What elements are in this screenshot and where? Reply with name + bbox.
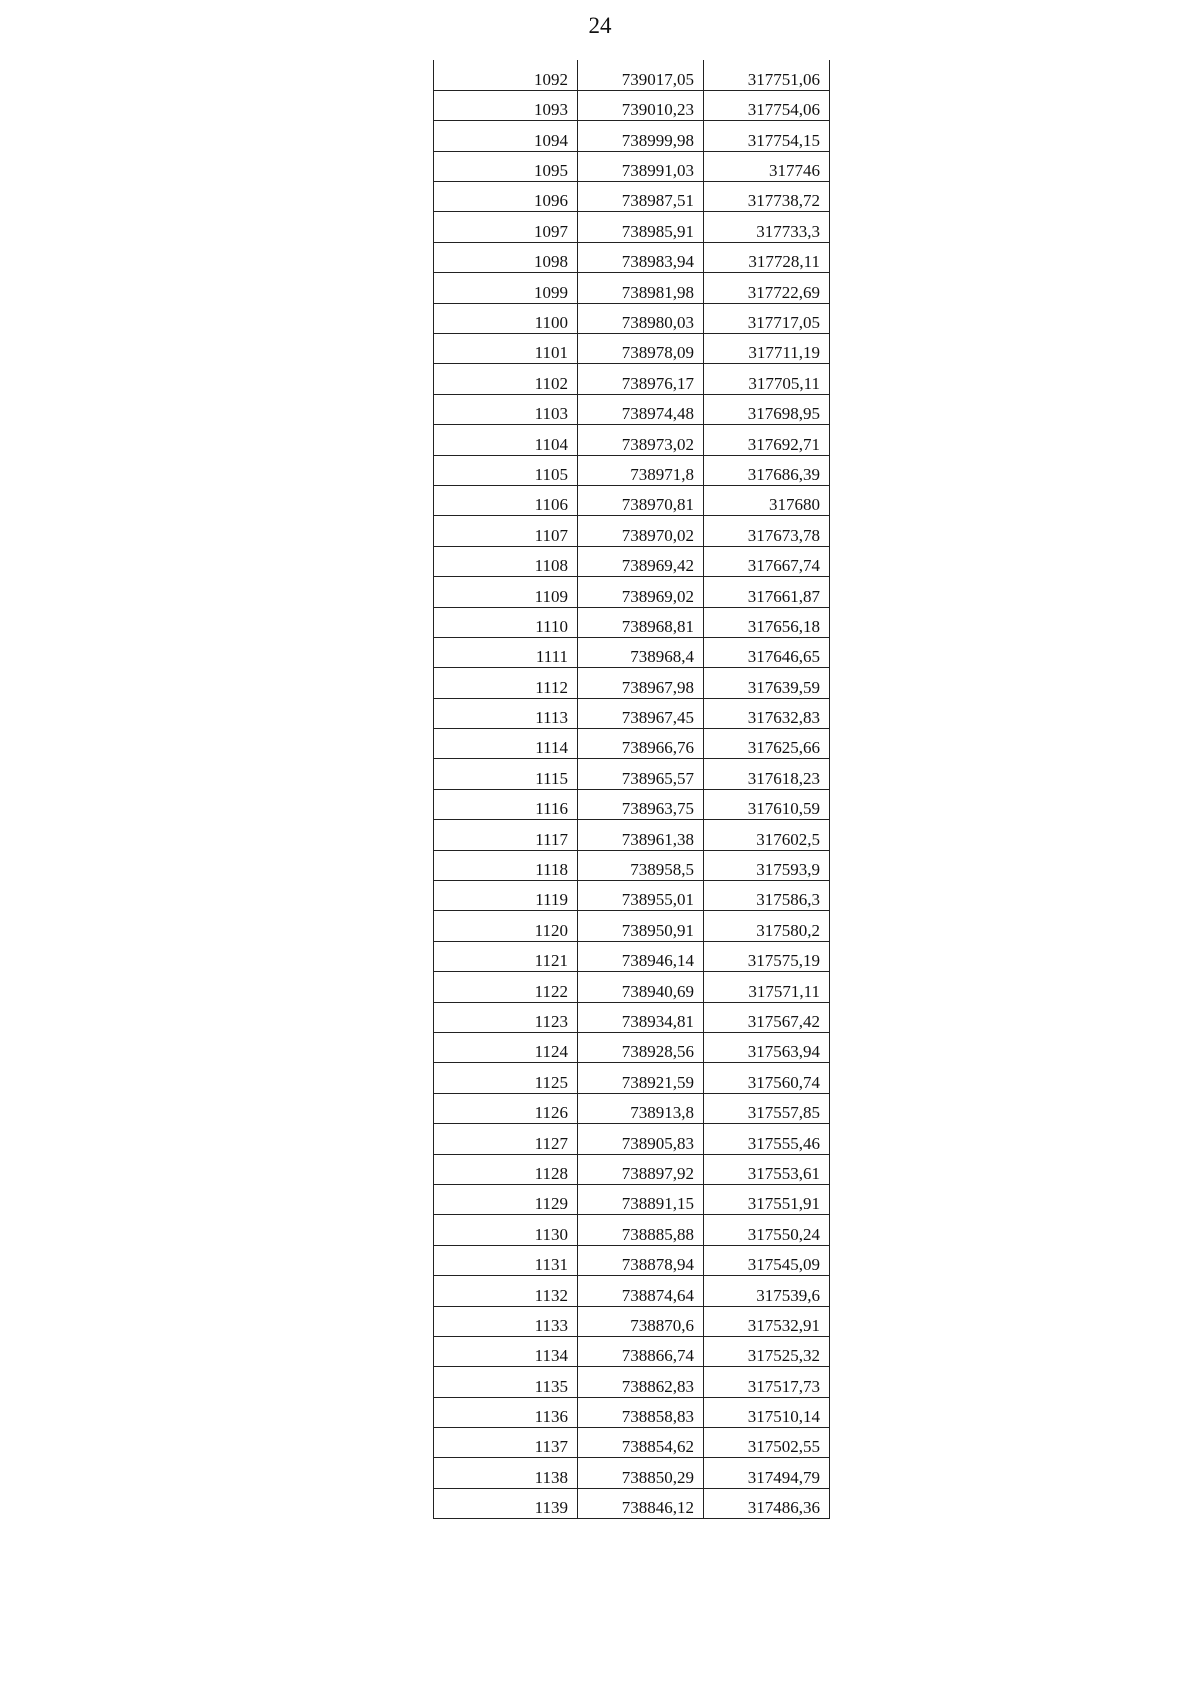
coordinates-table-body — [434, 60, 830, 1519]
point-number-cell: 1104 — [434, 425, 578, 455]
point-number-cell: 1138 — [434, 1458, 578, 1488]
point-number-cell: 1102 — [434, 364, 578, 394]
y-coordinate-cell: 317555,46 — [704, 1124, 830, 1154]
y-coordinate-cell: 317494,79 — [704, 1458, 830, 1488]
point-number-cell: 1107 — [434, 516, 578, 546]
table-row — [434, 1033, 830, 1063]
table-row — [434, 820, 830, 850]
y-coordinate-cell: 317656,18 — [704, 607, 830, 637]
point-number-cell: 1101 — [434, 334, 578, 364]
y-coordinate-cell: 317680 — [704, 485, 830, 515]
table-row — [434, 789, 830, 819]
x-coordinate-cell: 738913,8 — [578, 1093, 704, 1123]
point-number-cell: 1123 — [434, 1002, 578, 1032]
x-coordinate-cell: 738846,12 — [578, 1488, 704, 1518]
x-coordinate-cell: 738965,57 — [578, 759, 704, 789]
table-row — [434, 1276, 830, 1306]
table-row — [434, 1458, 830, 1488]
table-row — [434, 941, 830, 971]
point-number-cell: 1135 — [434, 1367, 578, 1397]
y-coordinate-cell: 317517,73 — [704, 1367, 830, 1397]
x-coordinate-cell: 738978,09 — [578, 334, 704, 364]
table-row — [434, 637, 830, 667]
x-coordinate-cell: 738850,29 — [578, 1458, 704, 1488]
y-coordinate-cell: 317711,19 — [704, 334, 830, 364]
table-row — [434, 151, 830, 181]
point-number-cell: 1100 — [434, 303, 578, 333]
point-number-cell: 1095 — [434, 151, 578, 181]
point-number-cell: 1136 — [434, 1397, 578, 1427]
x-coordinate-cell: 738946,14 — [578, 941, 704, 971]
x-coordinate-cell: 738862,83 — [578, 1367, 704, 1397]
table-row — [434, 242, 830, 272]
table-row — [434, 1154, 830, 1184]
y-coordinate-cell: 317563,94 — [704, 1033, 830, 1063]
x-coordinate-cell: 738976,17 — [578, 364, 704, 394]
y-coordinate-cell: 317754,06 — [704, 90, 830, 120]
y-coordinate-cell: 317532,91 — [704, 1306, 830, 1336]
point-number-cell: 1112 — [434, 668, 578, 698]
table-row — [434, 1063, 830, 1093]
table-row — [434, 1397, 830, 1427]
table-row — [434, 1336, 830, 1366]
table-row — [434, 668, 830, 698]
y-coordinate-cell: 317525,32 — [704, 1336, 830, 1366]
x-coordinate-cell: 738891,15 — [578, 1184, 704, 1214]
x-coordinate-cell: 738921,59 — [578, 1063, 704, 1093]
x-coordinate-cell: 738854,62 — [578, 1428, 704, 1458]
y-coordinate-cell: 317632,83 — [704, 698, 830, 728]
y-coordinate-cell: 317686,39 — [704, 455, 830, 485]
table-row — [434, 1215, 830, 1245]
y-coordinate-cell: 317545,09 — [704, 1245, 830, 1275]
y-coordinate-cell: 317698,95 — [704, 394, 830, 424]
table-row — [434, 1245, 830, 1275]
table-row — [434, 1306, 830, 1336]
x-coordinate-cell: 738999,98 — [578, 121, 704, 151]
y-coordinate-cell: 317673,78 — [704, 516, 830, 546]
table-row — [434, 1002, 830, 1032]
x-coordinate-cell: 738974,48 — [578, 394, 704, 424]
x-coordinate-cell: 738971,8 — [578, 455, 704, 485]
y-coordinate-cell: 317667,74 — [704, 546, 830, 576]
x-coordinate-cell: 738905,83 — [578, 1124, 704, 1154]
y-coordinate-cell: 317751,06 — [704, 60, 830, 90]
y-coordinate-cell: 317550,24 — [704, 1215, 830, 1245]
table-row — [434, 455, 830, 485]
table-row — [434, 546, 830, 576]
table-row — [434, 698, 830, 728]
y-coordinate-cell: 317602,5 — [704, 820, 830, 850]
x-coordinate-cell: 738981,98 — [578, 273, 704, 303]
table-row — [434, 60, 830, 90]
point-number-cell: 1096 — [434, 182, 578, 212]
table-row — [434, 364, 830, 394]
table-row — [434, 881, 830, 911]
x-coordinate-cell: 738870,6 — [578, 1306, 704, 1336]
y-coordinate-cell: 317560,74 — [704, 1063, 830, 1093]
table-row — [434, 1428, 830, 1458]
point-number-cell: 1111 — [434, 637, 578, 667]
table-row — [434, 850, 830, 880]
table-row — [434, 1093, 830, 1123]
table-row — [434, 273, 830, 303]
x-coordinate-cell: 738963,75 — [578, 789, 704, 819]
x-coordinate-cell: 739017,05 — [578, 60, 704, 90]
table-row — [434, 911, 830, 941]
y-coordinate-cell: 317625,66 — [704, 729, 830, 759]
y-coordinate-cell: 317733,3 — [704, 212, 830, 242]
y-coordinate-cell: 317571,11 — [704, 972, 830, 1002]
y-coordinate-cell: 317746 — [704, 151, 830, 181]
x-coordinate-cell: 738970,81 — [578, 485, 704, 515]
x-coordinate-cell: 738967,45 — [578, 698, 704, 728]
point-number-cell: 1098 — [434, 242, 578, 272]
x-coordinate-cell: 738878,94 — [578, 1245, 704, 1275]
point-number-cell: 1099 — [434, 273, 578, 303]
point-number-cell: 1097 — [434, 212, 578, 242]
x-coordinate-cell: 738983,94 — [578, 242, 704, 272]
point-number-cell: 1122 — [434, 972, 578, 1002]
table-row — [434, 972, 830, 1002]
table-row — [434, 516, 830, 546]
point-number-cell: 1130 — [434, 1215, 578, 1245]
point-number-cell: 1108 — [434, 546, 578, 576]
point-number-cell: 1134 — [434, 1336, 578, 1366]
x-coordinate-cell: 738968,4 — [578, 637, 704, 667]
x-coordinate-cell: 738950,91 — [578, 911, 704, 941]
table-row — [434, 303, 830, 333]
y-coordinate-cell: 317593,9 — [704, 850, 830, 880]
x-coordinate-cell: 738934,81 — [578, 1002, 704, 1032]
y-coordinate-cell: 317717,05 — [704, 303, 830, 333]
point-number-cell: 1116 — [434, 789, 578, 819]
y-coordinate-cell: 317557,85 — [704, 1093, 830, 1123]
y-coordinate-cell: 317722,69 — [704, 273, 830, 303]
y-coordinate-cell: 317486,36 — [704, 1488, 830, 1518]
point-number-cell: 1129 — [434, 1184, 578, 1214]
point-number-cell: 1094 — [434, 121, 578, 151]
table-row — [434, 607, 830, 637]
x-coordinate-cell: 738897,92 — [578, 1154, 704, 1184]
y-coordinate-cell: 317551,91 — [704, 1184, 830, 1214]
table-row — [434, 334, 830, 364]
point-number-cell: 1120 — [434, 911, 578, 941]
point-number-cell: 1117 — [434, 820, 578, 850]
table-row — [434, 425, 830, 455]
table-row — [434, 1124, 830, 1154]
point-number-cell: 1128 — [434, 1154, 578, 1184]
point-number-cell: 1114 — [434, 729, 578, 759]
x-coordinate-cell: 738866,74 — [578, 1336, 704, 1366]
point-number-cell: 1125 — [434, 1063, 578, 1093]
x-coordinate-cell: 739010,23 — [578, 90, 704, 120]
x-coordinate-cell: 738955,01 — [578, 881, 704, 911]
table-row — [434, 182, 830, 212]
table-row — [434, 759, 830, 789]
table-row — [434, 1367, 830, 1397]
y-coordinate-cell: 317580,2 — [704, 911, 830, 941]
point-number-cell: 1139 — [434, 1488, 578, 1518]
table-row — [434, 1184, 830, 1214]
point-number-cell: 1133 — [434, 1306, 578, 1336]
table-row — [434, 485, 830, 515]
x-coordinate-cell: 738967,98 — [578, 668, 704, 698]
y-coordinate-cell: 317738,72 — [704, 182, 830, 212]
x-coordinate-cell: 738940,69 — [578, 972, 704, 1002]
y-coordinate-cell: 317539,6 — [704, 1276, 830, 1306]
table-row — [434, 212, 830, 242]
x-coordinate-cell: 738969,42 — [578, 546, 704, 576]
point-number-cell: 1093 — [434, 90, 578, 120]
x-coordinate-cell: 738991,03 — [578, 151, 704, 181]
point-number-cell: 1103 — [434, 394, 578, 424]
x-coordinate-cell: 738973,02 — [578, 425, 704, 455]
x-coordinate-cell: 738968,81 — [578, 607, 704, 637]
x-coordinate-cell: 738958,5 — [578, 850, 704, 880]
point-number-cell: 1110 — [434, 607, 578, 637]
x-coordinate-cell: 738980,03 — [578, 303, 704, 333]
y-coordinate-cell: 317661,87 — [704, 577, 830, 607]
y-coordinate-cell: 317618,23 — [704, 759, 830, 789]
x-coordinate-cell: 738966,76 — [578, 729, 704, 759]
point-number-cell: 1124 — [434, 1033, 578, 1063]
y-coordinate-cell: 317553,61 — [704, 1154, 830, 1184]
x-coordinate-cell: 738961,38 — [578, 820, 704, 850]
y-coordinate-cell: 317575,19 — [704, 941, 830, 971]
table-row — [434, 577, 830, 607]
y-coordinate-cell: 317586,3 — [704, 881, 830, 911]
x-coordinate-cell: 738858,83 — [578, 1397, 704, 1427]
x-coordinate-cell: 738885,88 — [578, 1215, 704, 1245]
point-number-cell: 1121 — [434, 941, 578, 971]
point-number-cell: 1126 — [434, 1093, 578, 1123]
y-coordinate-cell: 317728,11 — [704, 242, 830, 272]
table-row — [434, 1488, 830, 1518]
y-coordinate-cell: 317639,59 — [704, 668, 830, 698]
x-coordinate-cell: 738928,56 — [578, 1033, 704, 1063]
point-number-cell: 1118 — [434, 850, 578, 880]
table-row — [434, 394, 830, 424]
point-number-cell: 1113 — [434, 698, 578, 728]
table-row — [434, 729, 830, 759]
x-coordinate-cell: 738987,51 — [578, 182, 704, 212]
x-coordinate-cell: 738969,02 — [578, 577, 704, 607]
point-number-cell: 1092 — [434, 60, 578, 90]
point-number-cell: 1131 — [434, 1245, 578, 1275]
y-coordinate-cell: 317510,14 — [704, 1397, 830, 1427]
point-number-cell: 1109 — [434, 577, 578, 607]
y-coordinate-cell: 317567,42 — [704, 1002, 830, 1032]
y-coordinate-cell: 317692,71 — [704, 425, 830, 455]
table-row — [434, 121, 830, 151]
point-number-cell: 1132 — [434, 1276, 578, 1306]
table-row — [434, 90, 830, 120]
point-number-cell: 1137 — [434, 1428, 578, 1458]
x-coordinate-cell: 738970,02 — [578, 516, 704, 546]
point-number-cell: 1115 — [434, 759, 578, 789]
y-coordinate-cell: 317646,65 — [704, 637, 830, 667]
point-number-cell: 1105 — [434, 455, 578, 485]
coordinates-table — [433, 60, 830, 1519]
x-coordinate-cell: 738985,91 — [578, 212, 704, 242]
y-coordinate-cell: 317610,59 — [704, 789, 830, 819]
y-coordinate-cell: 317754,15 — [704, 121, 830, 151]
page-number: 24 — [588, 13, 612, 38]
y-coordinate-cell: 317502,55 — [704, 1428, 830, 1458]
point-number-cell: 1119 — [434, 881, 578, 911]
point-number-cell: 1106 — [434, 485, 578, 515]
point-number-cell: 1127 — [434, 1124, 578, 1154]
y-coordinate-cell: 317705,11 — [704, 364, 830, 394]
x-coordinate-cell: 738874,64 — [578, 1276, 704, 1306]
